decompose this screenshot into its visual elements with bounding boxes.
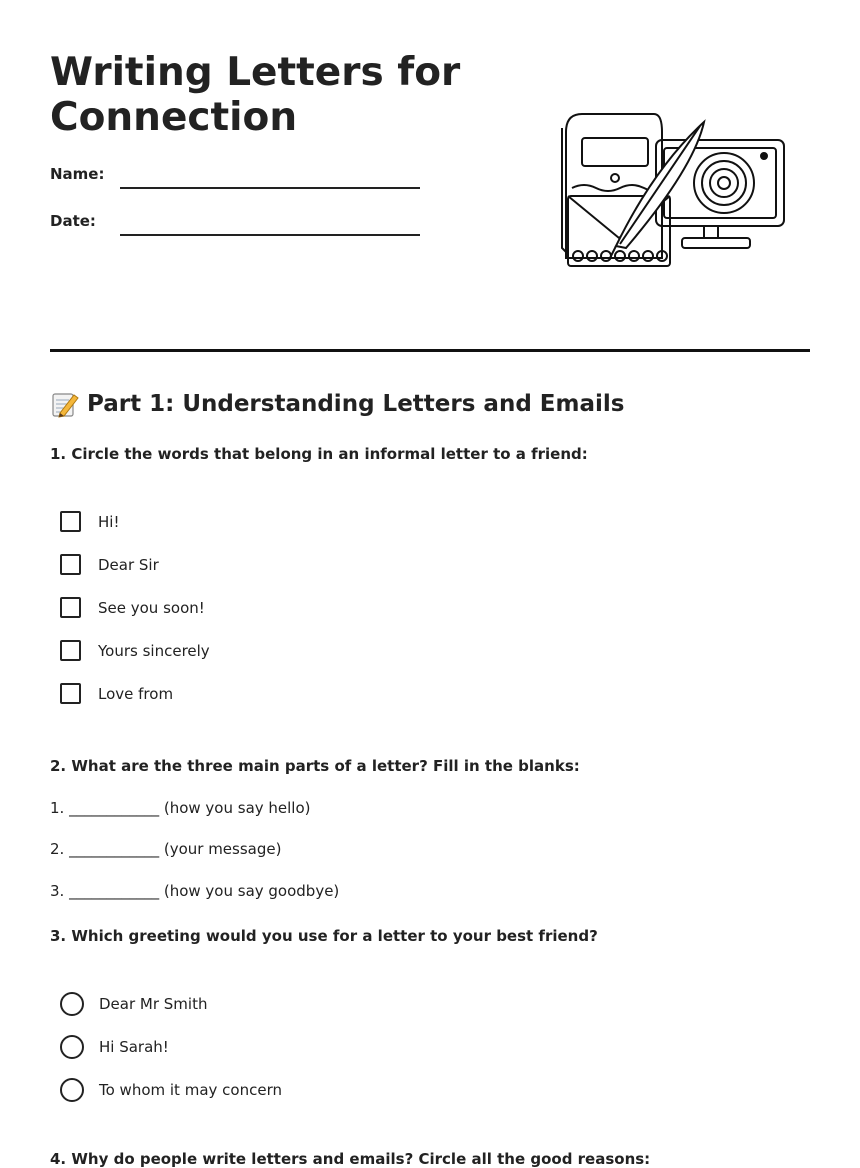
q3-option[interactable]	[60, 992, 207, 1016]
option-label: Yours sincerely	[98, 641, 210, 660]
option-label: Love from	[98, 684, 174, 703]
memo-pencil-icon	[50, 389, 80, 419]
option-label: See you soon!	[98, 598, 205, 617]
page-title: Writing Letters for Connection	[50, 50, 461, 140]
option-label: Dear Sir	[98, 555, 159, 574]
option-label: To whom it may concern	[99, 1081, 282, 1099]
radio-button[interactable]	[60, 1078, 84, 1102]
q3-option[interactable]	[60, 1078, 282, 1102]
fill-in-blank[interactable]: 3. ____________ (how you say goodbye)	[50, 882, 340, 900]
name-field[interactable]	[120, 187, 420, 189]
q1-option[interactable]	[60, 640, 210, 661]
checkbox[interactable]	[60, 554, 81, 575]
question-3: 3. Which greeting would you use for a letter to your best friend?	[50, 927, 598, 945]
checkbox[interactable]	[60, 640, 81, 661]
radio-button[interactable]	[60, 1035, 84, 1059]
part1-heading	[50, 388, 624, 420]
q1-option[interactable]	[60, 597, 205, 618]
question-1: 1. Circle the words that belong in an informal letter to a friend:	[50, 445, 588, 463]
q1-option[interactable]	[60, 511, 119, 532]
section-divider	[50, 349, 810, 352]
question-2: 2. What are the three main parts of a letter? Fill in the blanks:	[50, 757, 580, 775]
q1-option[interactable]	[60, 554, 159, 575]
checkbox[interactable]	[60, 597, 81, 618]
letters-and-computer-illustration-icon	[554, 108, 790, 274]
fill-in-blank[interactable]: 2. ____________ (your message)	[50, 840, 282, 858]
fill-in-blank[interactable]: 1. ____________ (how you say hello)	[50, 799, 311, 817]
option-label: Dear Mr Smith	[99, 995, 208, 1013]
radio-button[interactable]	[60, 992, 84, 1016]
date-field[interactable]	[120, 234, 420, 236]
option-label: Hi!	[98, 512, 120, 531]
checkbox[interactable]	[60, 683, 81, 704]
checkbox[interactable]	[60, 511, 81, 532]
question-4: 4. Why do people write letters and emails? Circle all the good reasons:	[50, 1150, 651, 1168]
name-label: Name:	[50, 165, 105, 183]
q1-option[interactable]	[60, 683, 173, 704]
date-label: Date:	[50, 212, 96, 230]
option-label: Hi Sarah!	[99, 1038, 169, 1056]
q3-option[interactable]	[60, 1035, 169, 1059]
part1-heading-text: Part 1: Understanding Letters and Emails	[87, 391, 625, 417]
